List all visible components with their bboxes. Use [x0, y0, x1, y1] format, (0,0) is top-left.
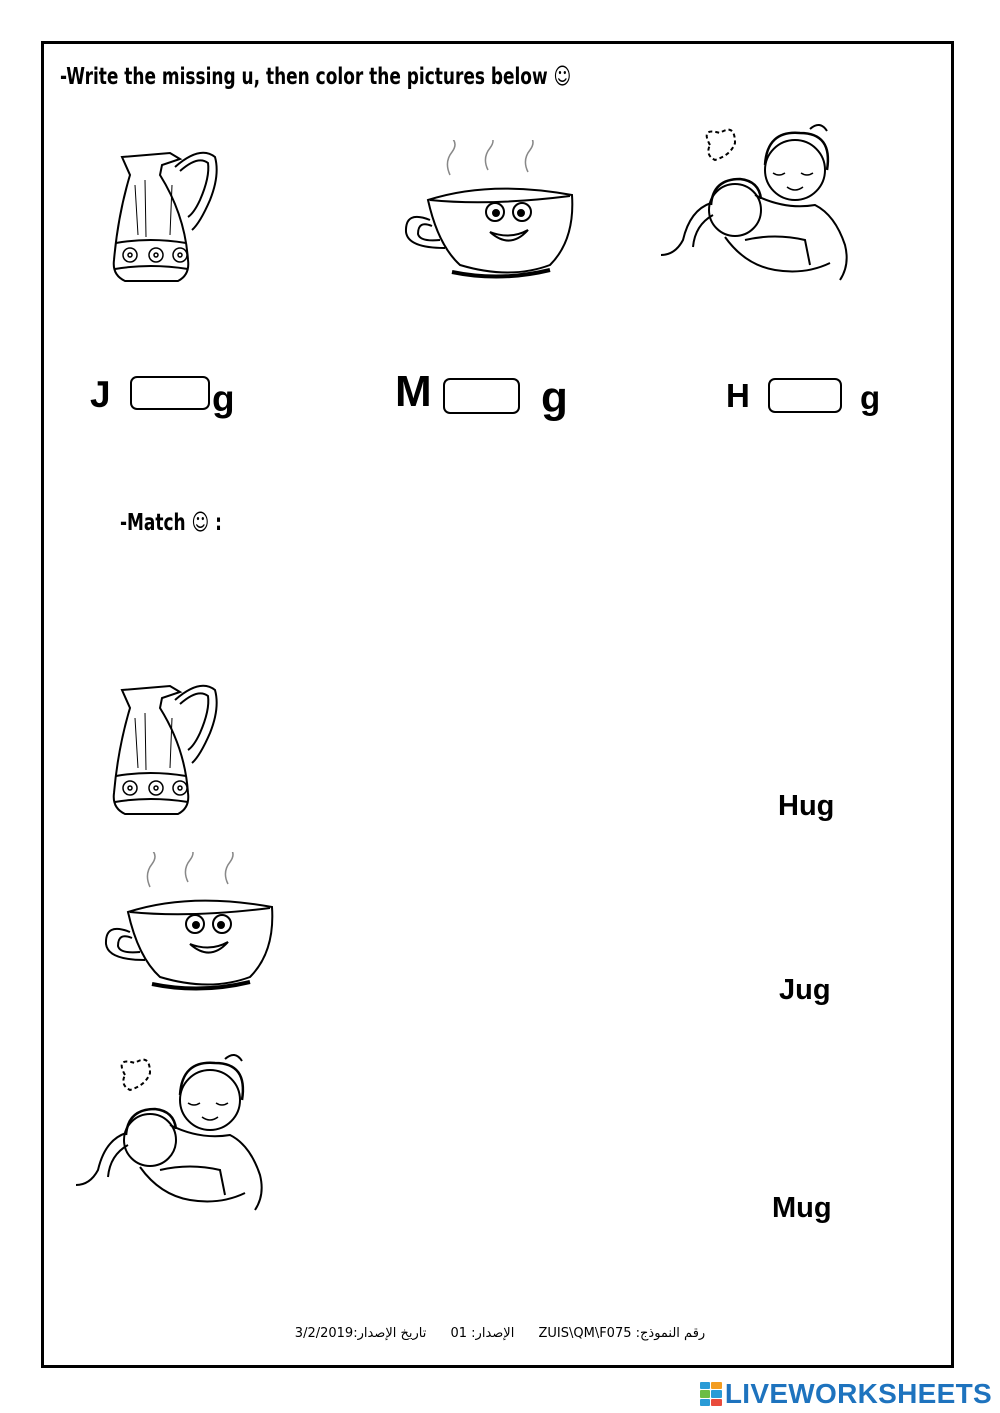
form-number: رقم النموذج: ZUIS\QM\F075: [538, 1326, 706, 1341]
cup-icon[interactable]: [100, 852, 280, 997]
jug-icon: [100, 145, 225, 290]
liveworksheets-brand[interactable]: [700, 1378, 992, 1410]
form-version: الإصدار: 01: [450, 1326, 515, 1341]
match-word-mug[interactable]: Mug: [772, 1192, 832, 1224]
hug-icon[interactable]: [70, 1045, 270, 1220]
mug-answer-input[interactable]: [445, 380, 518, 412]
hug-last-letter: g: [860, 379, 881, 416]
liveworksheets-logo-icon: [700, 1382, 722, 1406]
jug-last-letter: g: [212, 378, 235, 419]
hug-first-letter: H: [726, 377, 750, 414]
match-word-jug[interactable]: Jug: [779, 974, 831, 1006]
mug-last-letter: g: [541, 373, 568, 422]
match-word-hug[interactable]: Hug: [778, 790, 835, 822]
hug-answer-box[interactable]: [768, 378, 842, 413]
write-instruction: -Write the missing u, then color the pictures below ☺: [60, 64, 572, 90]
hug-answer-input[interactable]: [770, 380, 840, 411]
hug-icon: [655, 115, 855, 290]
jug-icon[interactable]: [100, 678, 225, 823]
brand-name: LIVEWORKSHEETS: [724, 1378, 992, 1409]
issue-date: تاريخ الإصدار:3/2/2019: [294, 1326, 427, 1341]
match-instruction: -Match ☺ :: [120, 510, 222, 536]
mug-first-letter: M: [395, 367, 432, 416]
mug-answer-box[interactable]: [443, 378, 520, 414]
cup-icon: [400, 140, 580, 285]
form-footer: [0, 1326, 1000, 1341]
jug-answer-box[interactable]: [130, 376, 210, 410]
jug-first-letter: J: [90, 374, 111, 415]
jug-answer-input[interactable]: [132, 378, 208, 408]
